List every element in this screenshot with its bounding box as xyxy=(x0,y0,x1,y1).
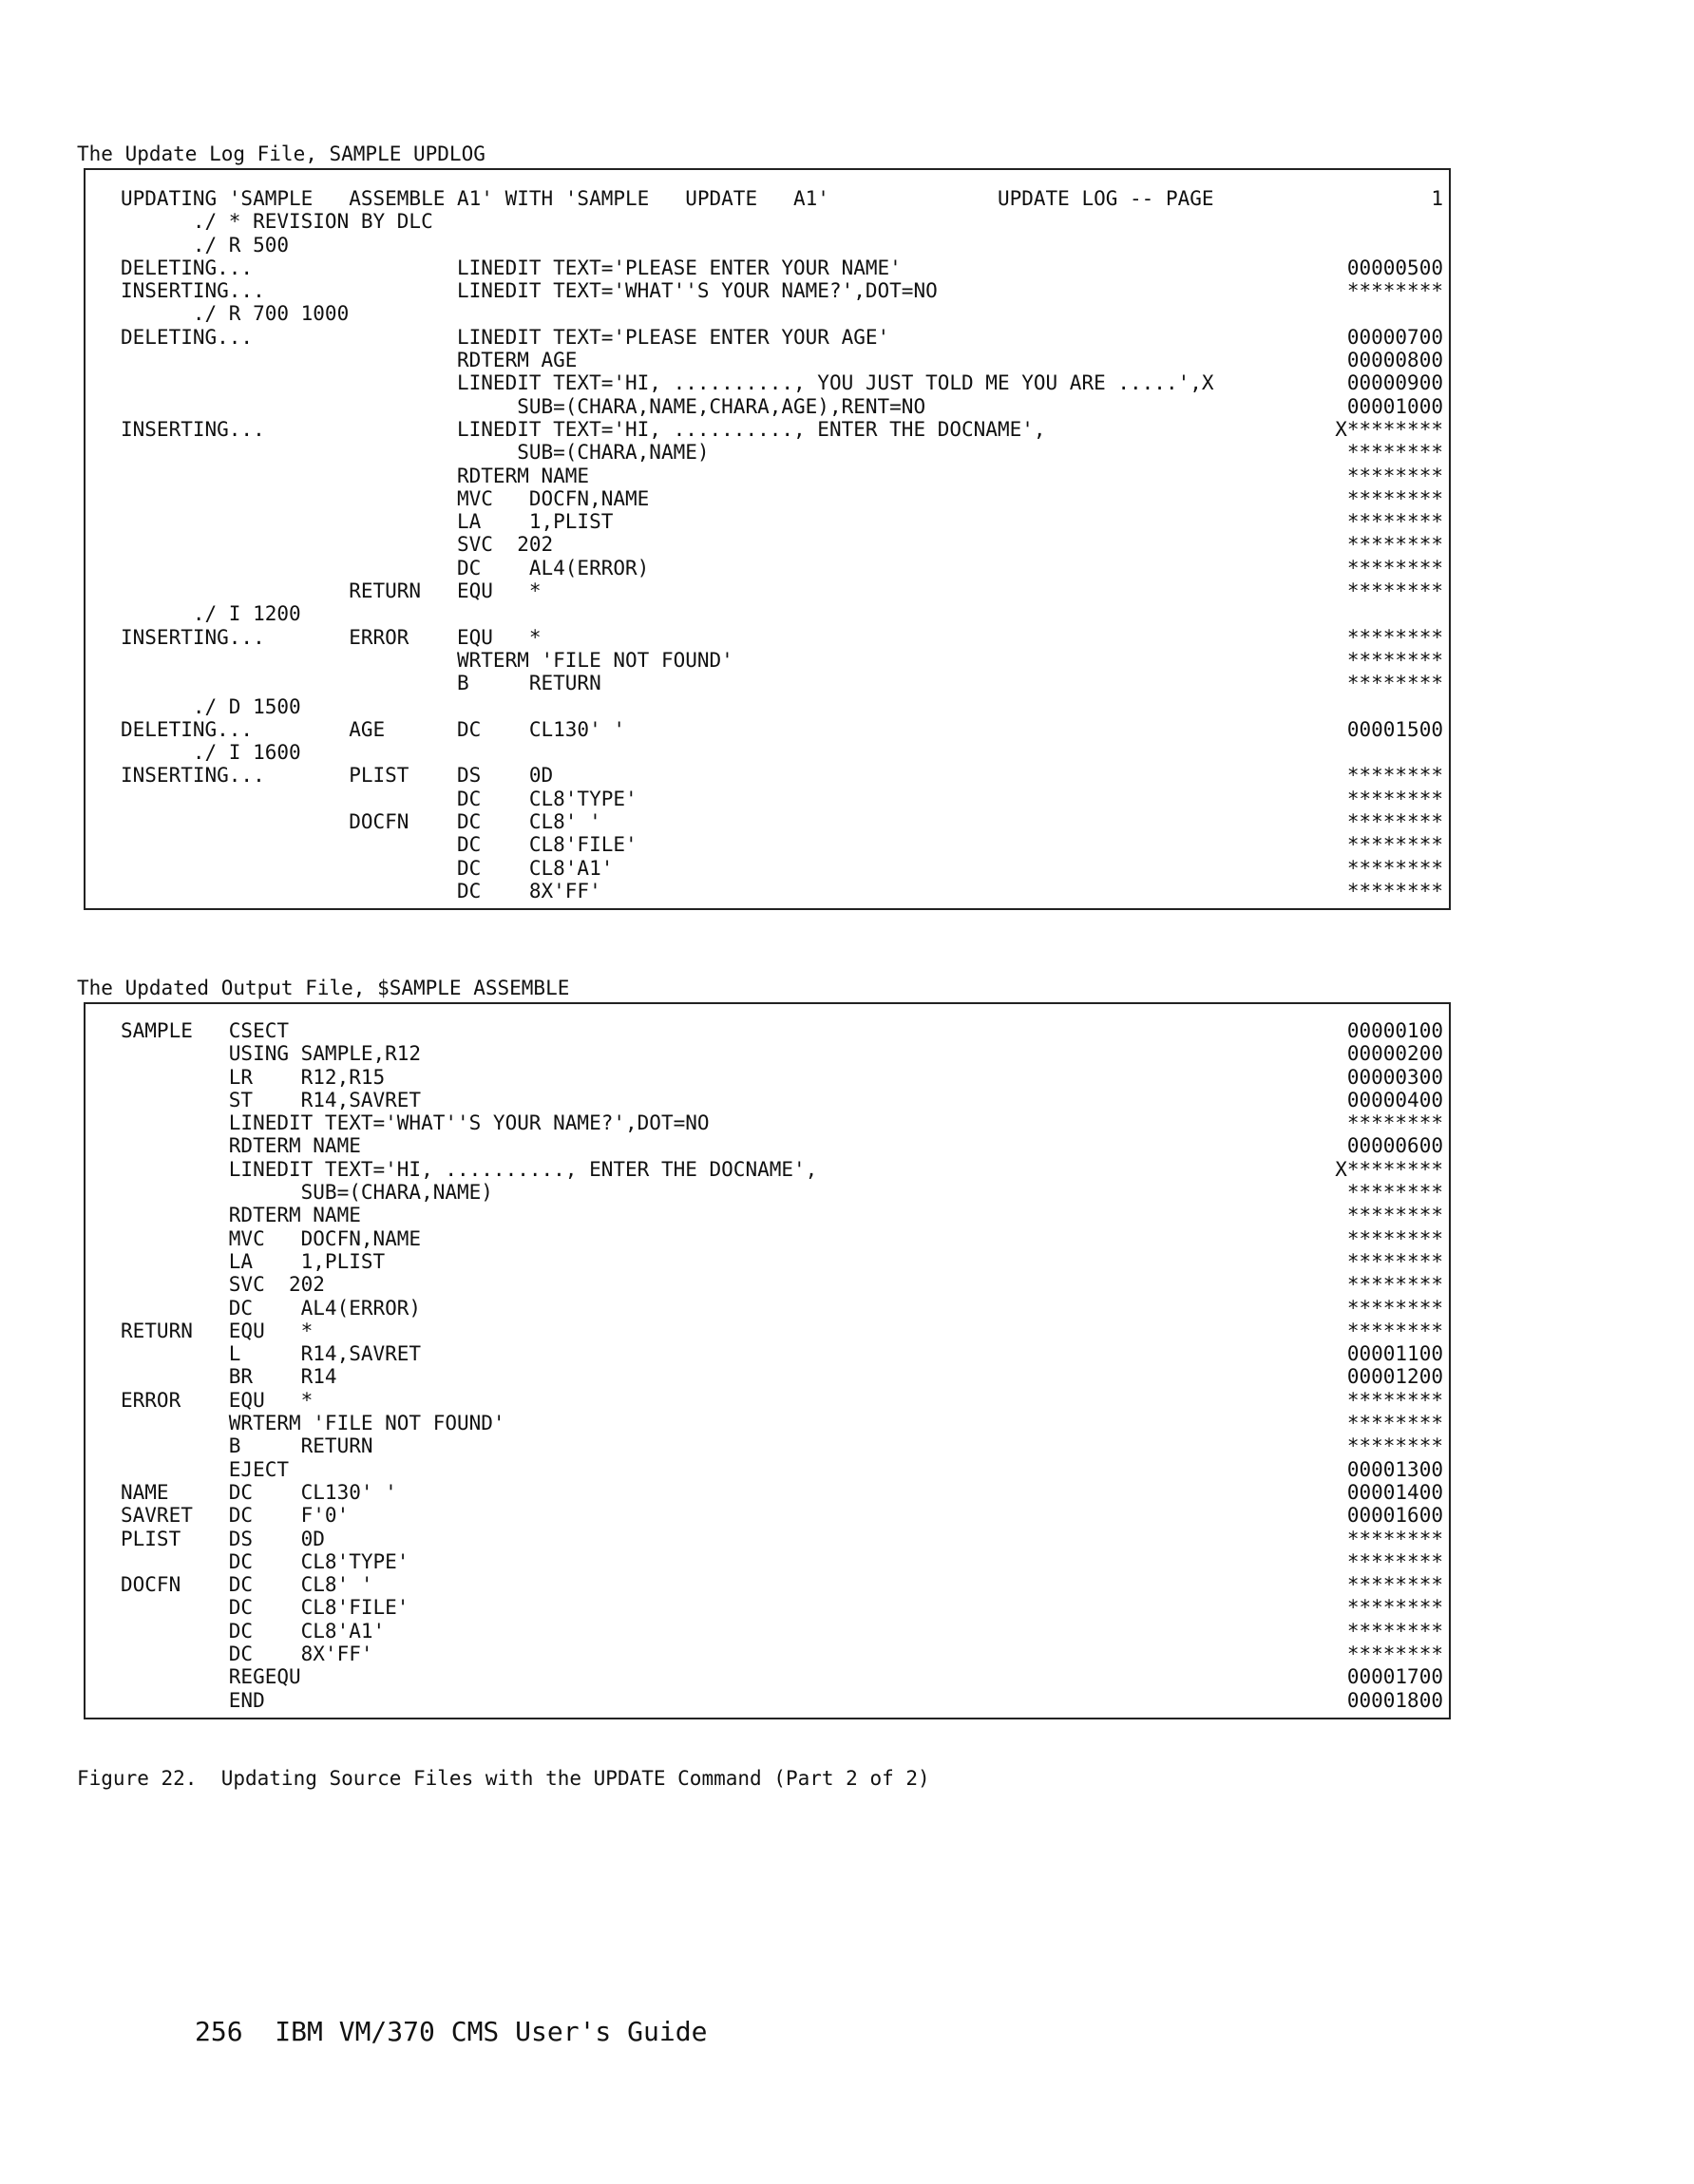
output-line xyxy=(86,1342,1449,1365)
code-text: LA 1,PLIST xyxy=(121,1249,386,1273)
sequence-number xyxy=(1310,602,1449,625)
sequence-number: ******** xyxy=(1346,1573,1443,1597)
sequence-number: ******** xyxy=(1346,1412,1443,1435)
code-text: SAMPLE CSECT xyxy=(121,1019,290,1042)
log-line xyxy=(86,649,1449,672)
output-line xyxy=(86,1089,1449,1111)
code-text: DC AL4(ERROR) xyxy=(121,1296,422,1320)
sequence-number: ******** xyxy=(1346,764,1443,788)
sequence-number: X******** xyxy=(1335,1157,1443,1181)
output-line xyxy=(86,1550,1449,1573)
code-text: RETURN EQU * xyxy=(121,579,542,603)
log-line xyxy=(86,465,1449,487)
output-line xyxy=(86,1042,1449,1065)
code-text: DC CL8'A1' xyxy=(121,1619,386,1643)
code-text: ./ I 1200 xyxy=(121,602,301,626)
log-line xyxy=(86,557,1449,579)
sequence-number xyxy=(1310,741,1449,764)
sequence-number: ******** xyxy=(1346,1273,1443,1297)
code-text: UPDATING 'SAMPLE ASSEMBLE A1' WITH 'SAMPLE UPDATE A1' UPDATE LOG -- PAGE xyxy=(121,187,1214,210)
code-text: NAME DC CL130' ' xyxy=(121,1480,397,1504)
code-text: ./ I 1600 xyxy=(121,741,301,765)
log-line xyxy=(86,718,1449,741)
output-line xyxy=(86,1665,1449,1688)
log-line xyxy=(86,626,1449,649)
log-line xyxy=(86,256,1449,279)
log-line xyxy=(86,279,1449,302)
output-line xyxy=(86,1204,1449,1226)
output-line xyxy=(86,1596,1449,1619)
sequence-number: 00000900 xyxy=(1346,371,1443,395)
sequence-number xyxy=(1310,695,1449,718)
output-line xyxy=(86,1689,1449,1712)
code-text: DC CL8'FILE' xyxy=(121,833,638,857)
code-text: LA 1,PLIST xyxy=(121,510,614,534)
log-line xyxy=(86,788,1449,810)
code-text: INSERTING... LINEDIT TEXT='WHAT''S YOUR NAME?',DOT=NO xyxy=(121,279,938,303)
log-line xyxy=(86,302,1449,325)
log-line xyxy=(86,810,1449,833)
sequence-number: ******** xyxy=(1346,833,1443,857)
code-text: BR R14 xyxy=(121,1365,337,1389)
output-line xyxy=(86,1412,1449,1434)
output-file-title: The Updated Output File, $SAMPLE ASSEMBLE xyxy=(77,977,570,999)
code-text: B RETURN xyxy=(121,672,601,695)
sequence-number: ******** xyxy=(1346,1319,1443,1342)
code-text: SVC 202 xyxy=(121,1273,325,1297)
sequence-number: ******** xyxy=(1346,648,1443,672)
sequence-number: ******** xyxy=(1346,464,1443,487)
log-line xyxy=(86,395,1449,418)
sequence-number: ******** xyxy=(1346,556,1443,579)
code-text: WRTERM 'FILE NOT FOUND' xyxy=(121,648,733,672)
output-line xyxy=(86,1434,1449,1457)
sequence-number: 1 xyxy=(1431,187,1443,210)
output-line xyxy=(86,1620,1449,1643)
code-text: DC CL8'TYPE' xyxy=(121,787,638,810)
log-line xyxy=(86,533,1449,556)
code-text: DELETING... AGE DC CL130' ' xyxy=(121,717,626,741)
sequence-number: ******** xyxy=(1346,486,1443,510)
sequence-number: ******** xyxy=(1346,1388,1443,1412)
code-text: INSERTING... LINEDIT TEXT='HI, .........., ENTER THE DOCNAME', xyxy=(121,417,1046,441)
code-text: DC CL8'FILE' xyxy=(121,1596,409,1620)
code-text: DELETING... LINEDIT TEXT='PLEASE ENTER YOUR AGE' xyxy=(121,325,890,349)
output-line xyxy=(86,1365,1449,1388)
sequence-number: ******** xyxy=(1346,879,1443,902)
sequence-number: 00001700 xyxy=(1346,1665,1443,1689)
code-text: RDTERM NAME xyxy=(121,1134,361,1158)
output-line xyxy=(86,1158,1449,1181)
output-line xyxy=(86,1250,1449,1273)
code-text: ./ D 1500 xyxy=(121,694,301,718)
code-text: DC AL4(ERROR) xyxy=(121,556,650,579)
code-text: INSERTING... ERROR EQU * xyxy=(121,625,542,649)
code-text: RDTERM NAME xyxy=(121,464,590,487)
code-text: DC 8X'FF' xyxy=(121,1643,373,1666)
log-line xyxy=(86,672,1449,694)
code-text: ERROR EQU * xyxy=(121,1388,314,1412)
output-line xyxy=(86,1320,1449,1342)
log-line xyxy=(86,187,1449,210)
code-text: SAVRET DC F'0' xyxy=(121,1504,350,1528)
sequence-number: 00001400 xyxy=(1346,1480,1443,1504)
sequence-number: 00000800 xyxy=(1346,349,1443,372)
sequence-number: ******** xyxy=(1346,533,1443,557)
code-text: L R14,SAVRET xyxy=(121,1342,422,1366)
sequence-number xyxy=(1310,302,1449,325)
log-line xyxy=(86,602,1449,625)
figure-caption: Figure 22. Updating Source Files with the UPDATE Command (Part 2 of 2) xyxy=(77,1767,930,1790)
code-text: LR R12,R15 xyxy=(121,1065,386,1089)
code-text: RDTERM AGE xyxy=(121,349,578,372)
sequence-number: ******** xyxy=(1346,279,1443,303)
sequence-number: ******** xyxy=(1346,1226,1443,1250)
code-text: DOCFN DC CL8' ' xyxy=(121,810,601,834)
code-text: RETURN EQU * xyxy=(121,1319,314,1342)
code-text: DOCFN DC CL8' ' xyxy=(121,1573,373,1597)
code-text: SUB=(CHARA,NAME) xyxy=(121,1181,493,1205)
log-line xyxy=(86,857,1449,880)
log-line xyxy=(86,234,1449,256)
code-text: SVC 202 xyxy=(121,533,554,557)
output-line xyxy=(86,1528,1449,1550)
sequence-number: ******** xyxy=(1346,1249,1443,1273)
sequence-number: ******** xyxy=(1346,579,1443,603)
log-line xyxy=(86,349,1449,371)
code-text: MVC DOCFN,NAME xyxy=(121,1226,422,1250)
output-line xyxy=(86,1297,1449,1320)
sequence-number xyxy=(1310,234,1449,256)
sequence-number: 00000200 xyxy=(1346,1042,1443,1066)
sequence-number: 00001000 xyxy=(1346,394,1443,418)
sequence-number: ******** xyxy=(1346,1111,1443,1135)
code-text: USING SAMPLE,R12 xyxy=(121,1042,422,1066)
log-line xyxy=(86,695,1449,718)
sequence-number: X******** xyxy=(1335,417,1443,441)
code-text: SUB=(CHARA,NAME) xyxy=(121,441,710,465)
log-line xyxy=(86,510,1449,533)
output-line xyxy=(86,1273,1449,1296)
code-text: DC CL8'TYPE' xyxy=(121,1549,409,1573)
sequence-number: ******** xyxy=(1346,787,1443,810)
code-text: WRTERM 'FILE NOT FOUND' xyxy=(121,1412,505,1435)
sequence-number xyxy=(1310,210,1449,233)
sequence-number: 00001500 xyxy=(1346,717,1443,741)
sequence-number: ******** xyxy=(1346,1596,1443,1620)
code-text: ./ R 700 1000 xyxy=(121,302,350,326)
code-text: REGEQU xyxy=(121,1665,301,1689)
output-line xyxy=(86,1481,1449,1504)
sequence-number: 00000600 xyxy=(1346,1134,1443,1158)
code-text: ./ * REVISION BY DLC xyxy=(121,210,433,234)
code-text: B RETURN xyxy=(121,1434,373,1458)
sequence-number: 00001600 xyxy=(1346,1504,1443,1528)
sequence-number: ******** xyxy=(1346,1181,1443,1205)
output-line xyxy=(86,1643,1449,1665)
sequence-number: 00000400 xyxy=(1346,1088,1443,1111)
output-line xyxy=(86,1458,1449,1481)
log-line xyxy=(86,579,1449,602)
sequence-number: ******** xyxy=(1346,672,1443,695)
sequence-number: 00000700 xyxy=(1346,325,1443,349)
sequence-number: ******** xyxy=(1346,856,1443,880)
sequence-number: ******** xyxy=(1346,1434,1443,1458)
output-line xyxy=(86,1066,1449,1089)
output-line xyxy=(86,1389,1449,1412)
code-text: DC 8X'FF' xyxy=(121,879,601,902)
log-line xyxy=(86,833,1449,856)
code-text: LINEDIT TEXT='HI, .........., ENTER THE DOCNAME', xyxy=(121,1157,818,1181)
code-text: SUB=(CHARA,NAME,CHARA,AGE),RENT=NO xyxy=(121,394,926,418)
code-text: END xyxy=(121,1688,265,1712)
log-line xyxy=(86,441,1449,464)
sequence-number: ******** xyxy=(1346,1643,1443,1666)
code-text: RDTERM NAME xyxy=(121,1204,361,1227)
sequence-number: ******** xyxy=(1346,1204,1443,1227)
sequence-number: ******** xyxy=(1346,1549,1443,1573)
code-text: MVC DOCFN,NAME xyxy=(121,486,650,510)
output-line xyxy=(86,1181,1449,1204)
log-line xyxy=(86,880,1449,902)
sequence-number: ******** xyxy=(1346,441,1443,465)
log-line xyxy=(86,371,1449,394)
code-text: DC CL8'A1' xyxy=(121,856,614,880)
sequence-number: 00001200 xyxy=(1346,1365,1443,1389)
log-line xyxy=(86,210,1449,233)
sequence-number: 00000100 xyxy=(1346,1019,1443,1042)
output-line xyxy=(86,1504,1449,1527)
sequence-number: ******** xyxy=(1346,510,1443,534)
code-text: ST R14,SAVRET xyxy=(121,1088,422,1111)
sequence-number: ******** xyxy=(1346,1527,1443,1550)
log-line xyxy=(86,418,1449,441)
sequence-number: ******** xyxy=(1346,625,1443,649)
output-line xyxy=(86,1019,1449,1042)
log-line xyxy=(86,764,1449,787)
log-line xyxy=(86,741,1449,764)
log-line xyxy=(86,326,1449,349)
log-line xyxy=(86,487,1449,510)
output-file-listing xyxy=(84,1002,1451,1719)
output-line xyxy=(86,1111,1449,1134)
sequence-number: ******** xyxy=(1346,1296,1443,1320)
code-text: PLIST DS 0D xyxy=(121,1527,325,1550)
sequence-number: ******** xyxy=(1346,1619,1443,1643)
code-text: LINEDIT TEXT='HI, .........., YOU JUST TOLD ME YOU ARE .....',X xyxy=(121,371,1214,395)
output-line xyxy=(86,1227,1449,1250)
sequence-number: 00000500 xyxy=(1346,256,1443,279)
sequence-number: 00001100 xyxy=(1346,1342,1443,1366)
sequence-number: 00001300 xyxy=(1346,1457,1443,1481)
update-log-listing xyxy=(84,168,1451,910)
code-text: DELETING... LINEDIT TEXT='PLEASE ENTER YOUR NAME' xyxy=(121,256,902,279)
code-text: LINEDIT TEXT='WHAT''S YOUR NAME?',DOT=NO xyxy=(121,1111,710,1135)
sequence-number: ******** xyxy=(1346,810,1443,834)
output-line xyxy=(86,1134,1449,1157)
sequence-number: 00000300 xyxy=(1346,1065,1443,1089)
page-footer: 256 IBM VM/370 CMS User's Guide xyxy=(195,2016,708,2047)
sequence-number: 00001800 xyxy=(1346,1688,1443,1712)
code-text: ./ R 500 xyxy=(121,233,290,256)
code-text: EJECT xyxy=(121,1457,290,1481)
update-log-title: The Update Log File, SAMPLE UPDLOG xyxy=(77,142,485,165)
output-line xyxy=(86,1573,1449,1596)
code-text: INSERTING... PLIST DS 0D xyxy=(121,764,554,788)
